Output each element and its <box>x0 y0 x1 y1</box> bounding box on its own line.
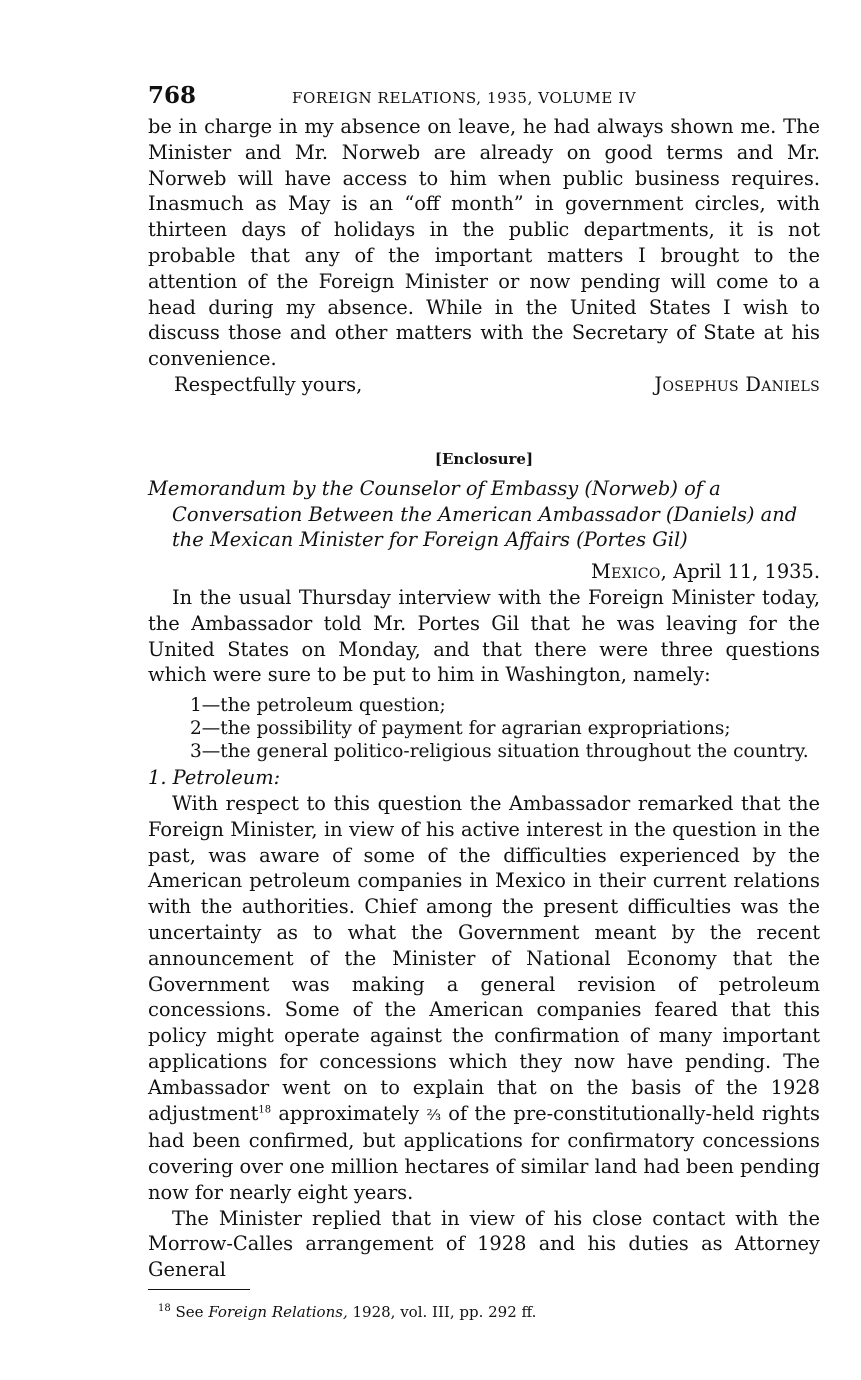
petroleum-text-before: With respect to this question the Ambassador remarked that the Foreign Minister, in view of his active interest in the question in the past, was aware of some of the difficulties experienced by the American petroleum companies in Mexico in their current relations with the authorities. Chief among the present difficulties was the uncertainty as to what the Government meant by the recent announcement of the Minister of National Economy that the Government was making a general revision of petroleum concessions. Some of the American companies feared that this policy might operate against the confirmation of many important applications for concessions which they now have pending. The Ambassador went on to explain that on the basis of the 1928 adjustment <box>148 791 820 1125</box>
footnote-text-after: 1928, vol. III, pp. 292 ff. <box>352 1303 537 1322</box>
dateline <box>148 559 820 585</box>
petroleum-paragraph <box>148 791 820 1206</box>
section-heading: 1. Petroleum: <box>148 766 281 790</box>
list-item: 1—the petroleum question; <box>190 695 446 717</box>
question-list <box>148 694 820 763</box>
footnote-title: Foreign Relations, <box>208 1303 348 1322</box>
footnote-number: 18 <box>158 1303 171 1315</box>
footnote <box>148 1302 820 1322</box>
footnote-ref: 18 <box>258 1104 272 1116</box>
page-number: 768 <box>148 82 197 109</box>
fraction: ⅔ <box>426 1105 442 1124</box>
petroleum-text-after: of the pre-constitutionally-held rights had been confirmed, but applications for confirmatory concessions covering over one million hectares of similar land had been pending now for nearly eight years. <box>148 1101 820 1204</box>
footnote-text-before: See <box>175 1303 204 1322</box>
document-page <box>148 82 820 1322</box>
date-place: Mexico, <box>591 560 668 584</box>
closing: Respectfully yours, <box>174 372 363 396</box>
enclosure-label: [Enclosure] <box>434 449 534 468</box>
memorandum-title: Memorandum by the Counselor of Embassy (Norweb) of a Conversation Between the American Ambassador (Daniels) and the Mexican Minister for Foreign Affairs (Portes Gil) <box>148 476 798 552</box>
intro-paragraph: In the usual Thursday interview with the Foreign Minister today, the Ambassador told Mr. Portes Gil that he was leaving for the United States on Monday, and that there were three questions which were sure to be put to him in Washington, namely: <box>148 585 820 687</box>
list-item: 3—the general politico-religious situation throughout the country. <box>190 741 809 763</box>
letter-paragraph: be in charge in my absence on leave, he had always shown me. The Minister and Mr. Norweb are already on good terms and Mr. Norweb will have access to him when public business requires. Inasmuch as May is an “off month” in government circles, with thirteen days of holidays in the public departments, it is not probable that any of the important matters I brought to the attention of the Foreign Minister or now pending will come to a head during my absence. While in the United States I wish to discuss those and other matters with the Secretary of State at his convenience. <box>148 115 820 371</box>
petroleum-text-mid: approximately <box>278 1101 420 1125</box>
footnote-divider <box>148 1289 250 1290</box>
list-item: 2—the possibility of payment for agrarian expropriations; <box>190 718 731 740</box>
signature: Josephus Daniels <box>654 372 820 396</box>
page-header <box>148 82 820 114</box>
date: April 11, 1935. <box>673 560 820 584</box>
running-title: FOREIGN RELATIONS, 1935, VOLUME IV <box>292 89 637 107</box>
reply-paragraph: The Minister replied that in view of his close contact with the Morrow-Calles arrangement of 1928 and his duties as Attorney General <box>148 1206 820 1282</box>
letter-signoff <box>148 372 820 398</box>
